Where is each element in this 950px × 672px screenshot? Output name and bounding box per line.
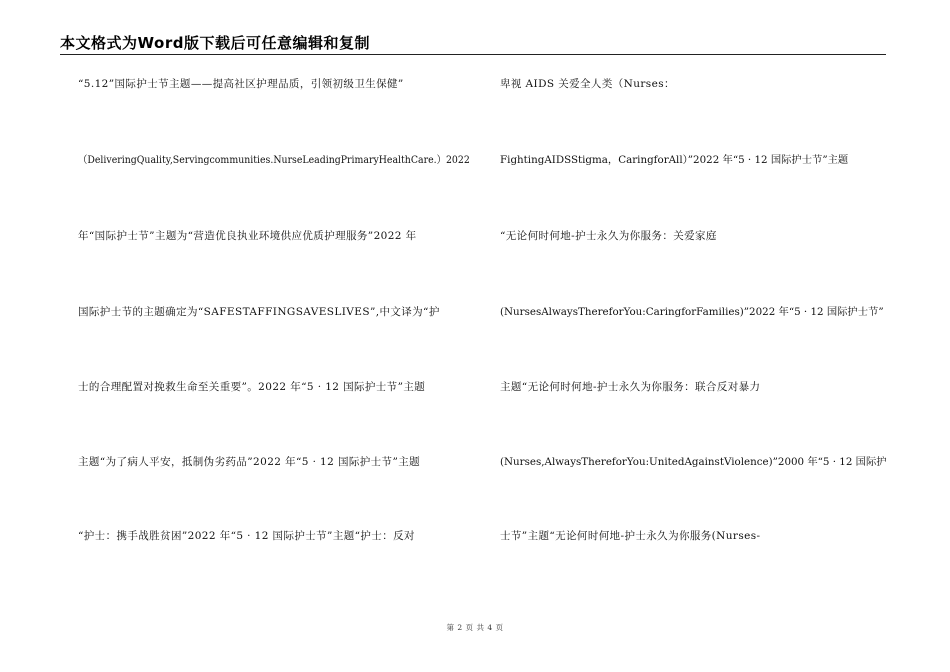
text-line: 士的合理配置对挽救生命至关重要”。2022 年“5 · 12 国际护士节”主题 xyxy=(78,381,426,393)
text-line: 主题“为了病人平安，抵制伪劣药品”2022 年“5 · 12 国际护士节”主题 xyxy=(78,456,421,468)
page-number-footer: 第 2 页 共 4 页 xyxy=(446,623,504,632)
text-line: (Nurses,AlwaysThereforYou:UnitedAgainstViolence)”2000 年“5 · 12 国际护 xyxy=(500,456,887,468)
text-line: 国际护士节的主题确定为“SAFESTAFFINGSAVESLIVES”,中文译为“护 xyxy=(78,306,440,318)
text-line: 年“国际护士节”主题为“营造优良执业环境供应优质护理服务”2022 年 xyxy=(78,230,417,242)
text-line: 主题“无论何时何地-护士永久为你服务：联合反对暴力 xyxy=(500,381,761,393)
text-line: 士节”主题“无论何时何地-护士永久为你服务(Nurses- xyxy=(500,530,761,542)
text-line: 卑视 AIDS 关爱全人类（Nurses： xyxy=(500,78,675,90)
header-title: 本文格式为Word版下载后可任意编辑和复制 xyxy=(60,34,370,52)
page-header xyxy=(60,30,886,55)
text-line: “5.12”国际护士节主题——提高社区护理品质，引领初级卫生保健” xyxy=(78,78,404,90)
text-line: (NursesAlwaysThereforYou:CaringforFamilies)”2022 年“5 · 12 国际护士节” xyxy=(500,306,884,318)
text-line: “护士：携手战胜贫困”2022 年“5 · 12 国际护士节”主题“护士：反对 xyxy=(78,530,415,542)
text-line: （DeliveringQuality,Servingcommunities.NurseLeadingPrimaryHealthCare.）2022 xyxy=(78,154,470,166)
text-line: FightingAIDSStigma，CaringforAll）”2022 年“5 · 12 国际护士节”主题 xyxy=(500,154,849,166)
text-line: “无论何时何地-护士永久为你服务：关爱家庭 xyxy=(500,230,717,242)
